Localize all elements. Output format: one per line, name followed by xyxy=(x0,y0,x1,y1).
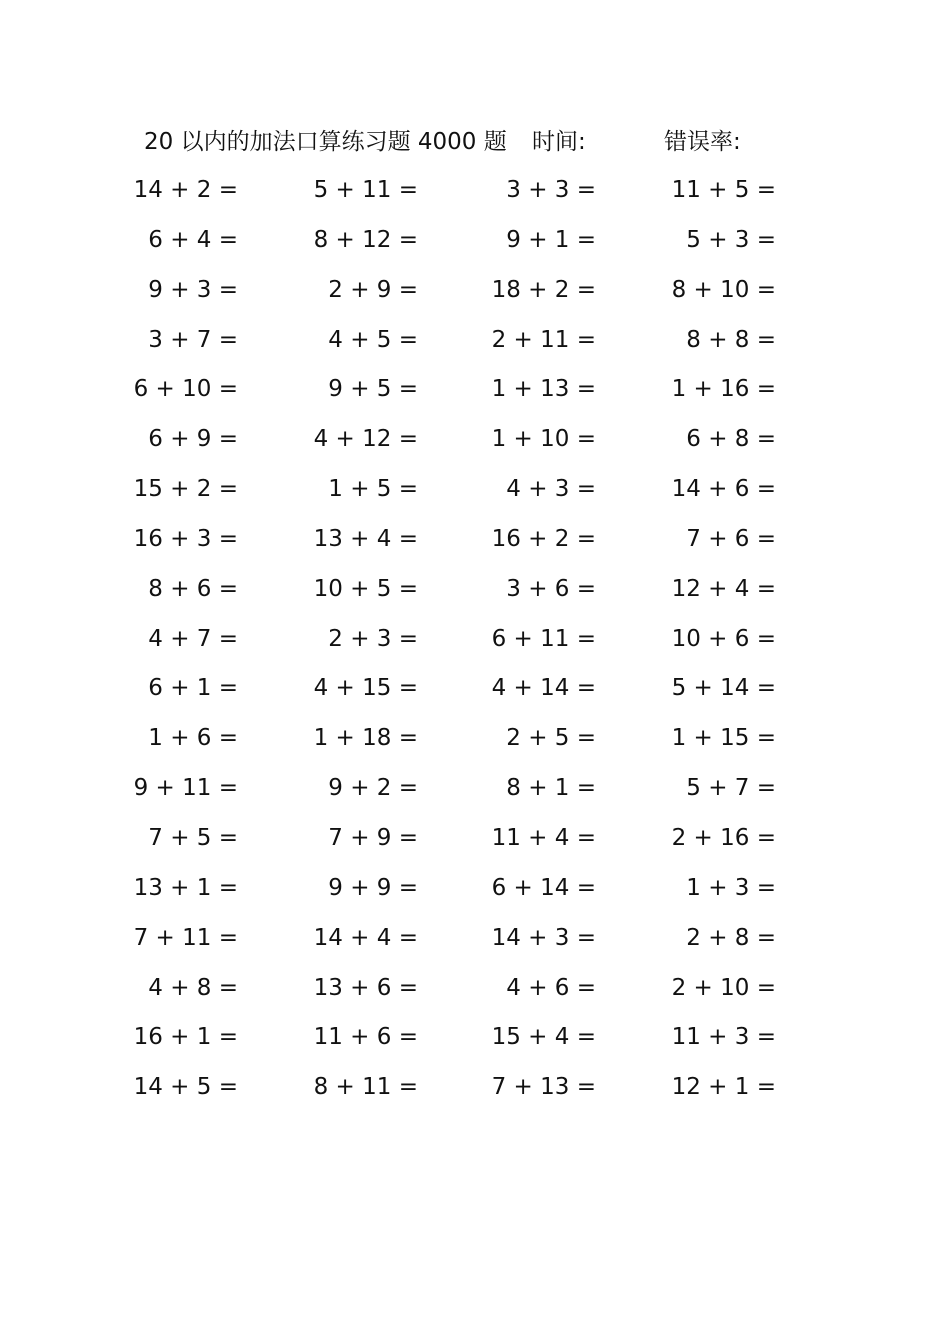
problem-cell: 8 + 12 = xyxy=(313,226,418,253)
problem-row xyxy=(0,517,950,567)
problem-cell: 5 + 3 = xyxy=(686,226,776,253)
problem-cell: 14 + 3 = xyxy=(491,924,596,951)
problem-cell: 9 + 11 = xyxy=(133,775,238,802)
problem-cell: 5 + 14 = xyxy=(671,675,776,702)
problem-cell: 1 + 3 = xyxy=(686,874,776,901)
problem-cell: 13 + 4 = xyxy=(313,525,418,552)
problem-cell: 6 + 10 = xyxy=(133,376,238,403)
problem-cell: 6 + 9 = xyxy=(148,426,238,453)
problem-cell: 3 + 7 = xyxy=(148,326,238,353)
problem-cell: 1 + 13 = xyxy=(491,376,596,403)
problem-cell: 11 + 3 = xyxy=(671,1024,776,1051)
problem-cell: 8 + 1 = xyxy=(506,775,596,802)
problem-cell: 1 + 16 = xyxy=(671,376,776,403)
problem-cell: 7 + 11 = xyxy=(133,924,238,951)
problem-cell: 6 + 14 = xyxy=(491,874,596,901)
problem-cell: 16 + 3 = xyxy=(133,525,238,552)
problem-cell: 11 + 5 = xyxy=(671,177,776,203)
problem-cell: 9 + 5 = xyxy=(328,376,418,403)
problem-row xyxy=(0,916,950,966)
problem-cell: 9 + 1 = xyxy=(506,226,596,253)
problem-row xyxy=(0,617,950,667)
problem-cell: 1 + 6 = xyxy=(148,725,238,752)
problem-cell: 14 + 4 = xyxy=(313,924,418,951)
problem-cell: 2 + 11 = xyxy=(491,326,596,353)
problem-cell: 9 + 9 = xyxy=(328,874,418,901)
problem-cell: 15 + 2 = xyxy=(133,476,238,503)
problem-cell: 14 + 5 = xyxy=(133,1074,238,1101)
problem-grid xyxy=(0,168,950,1115)
problem-row xyxy=(0,367,950,417)
problem-cell: 4 + 8 = xyxy=(148,974,238,1001)
problem-cell: 10 + 5 = xyxy=(313,575,418,602)
problem-cell: 2 + 16 = xyxy=(671,824,776,851)
problem-row xyxy=(0,666,950,716)
problem-row xyxy=(0,567,950,617)
problem-cell: 1 + 5 = xyxy=(328,476,418,503)
problem-cell: 3 + 6 = xyxy=(506,575,596,602)
problem-row xyxy=(0,816,950,866)
time-label: 时间: xyxy=(532,129,586,155)
problem-cell: 8 + 8 = xyxy=(686,326,776,353)
problem-row xyxy=(0,766,950,816)
problem-row xyxy=(0,467,950,517)
problem-cell: 7 + 5 = xyxy=(148,824,238,851)
problem-row xyxy=(0,866,950,916)
problem-row xyxy=(0,716,950,766)
problem-row xyxy=(0,218,950,268)
problem-cell: 2 + 8 = xyxy=(686,924,776,951)
problem-cell: 1 + 15 = xyxy=(671,725,776,752)
problem-cell: 13 + 6 = xyxy=(313,974,418,1001)
problem-cell: 1 + 10 = xyxy=(491,426,596,453)
problem-cell: 4 + 14 = xyxy=(491,675,596,702)
problem-cell: 4 + 7 = xyxy=(148,625,238,652)
problem-cell: 13 + 1 = xyxy=(133,874,238,901)
problem-cell: 2 + 5 = xyxy=(506,725,596,752)
problem-cell: 2 + 10 = xyxy=(671,974,776,1001)
worksheet-title: 20 以内的加法口算练习题 4000 题 xyxy=(144,129,507,155)
problem-cell: 6 + 11 = xyxy=(491,625,596,652)
problem-row xyxy=(0,1065,950,1115)
problem-cell: 7 + 6 = xyxy=(686,525,776,552)
problem-cell: 8 + 6 = xyxy=(148,575,238,602)
problem-cell: 9 + 3 = xyxy=(148,276,238,303)
problem-row xyxy=(0,966,950,1016)
problem-cell: 7 + 13 = xyxy=(491,1074,596,1101)
problem-cell: 6 + 8 = xyxy=(686,426,776,453)
problem-cell: 2 + 9 = xyxy=(328,276,418,303)
problem-row xyxy=(0,1015,950,1065)
problem-row xyxy=(0,318,950,368)
problem-cell: 8 + 10 = xyxy=(671,276,776,303)
problem-cell: 14 + 2 = xyxy=(133,177,238,203)
problem-cell: 5 + 7 = xyxy=(686,775,776,802)
problem-cell: 4 + 6 = xyxy=(506,974,596,1001)
problem-cell: 2 + 3 = xyxy=(328,625,418,652)
problem-cell: 16 + 1 = xyxy=(133,1024,238,1051)
problem-cell: 11 + 4 = xyxy=(491,824,596,851)
problem-row xyxy=(0,168,950,218)
problem-cell: 18 + 2 = xyxy=(491,276,596,303)
problem-cell: 4 + 5 = xyxy=(328,326,418,353)
problem-cell: 6 + 1 = xyxy=(148,675,238,702)
problem-cell: 4 + 12 = xyxy=(313,426,418,453)
problem-cell: 12 + 1 = xyxy=(671,1074,776,1101)
problem-cell: 15 + 4 = xyxy=(491,1024,596,1051)
problem-cell: 8 + 11 = xyxy=(313,1074,418,1101)
problem-cell: 9 + 2 = xyxy=(328,775,418,802)
problem-row xyxy=(0,268,950,318)
error-rate-label: 错误率: xyxy=(664,129,741,155)
problem-cell: 1 + 18 = xyxy=(313,725,418,752)
problem-cell: 12 + 4 = xyxy=(671,575,776,602)
problem-row xyxy=(0,417,950,467)
problem-cell: 6 + 4 = xyxy=(148,226,238,253)
problem-cell: 16 + 2 = xyxy=(491,525,596,552)
problem-cell: 10 + 6 = xyxy=(671,625,776,652)
problem-cell: 3 + 3 = xyxy=(506,177,596,203)
problem-cell: 5 + 11 = xyxy=(313,177,418,203)
problem-cell: 11 + 6 = xyxy=(313,1024,418,1051)
problem-cell: 4 + 15 = xyxy=(313,675,418,702)
problem-cell: 7 + 9 = xyxy=(328,824,418,851)
problem-cell: 14 + 6 = xyxy=(671,476,776,503)
worksheet-header xyxy=(0,124,950,164)
problem-cell: 4 + 3 = xyxy=(506,476,596,503)
